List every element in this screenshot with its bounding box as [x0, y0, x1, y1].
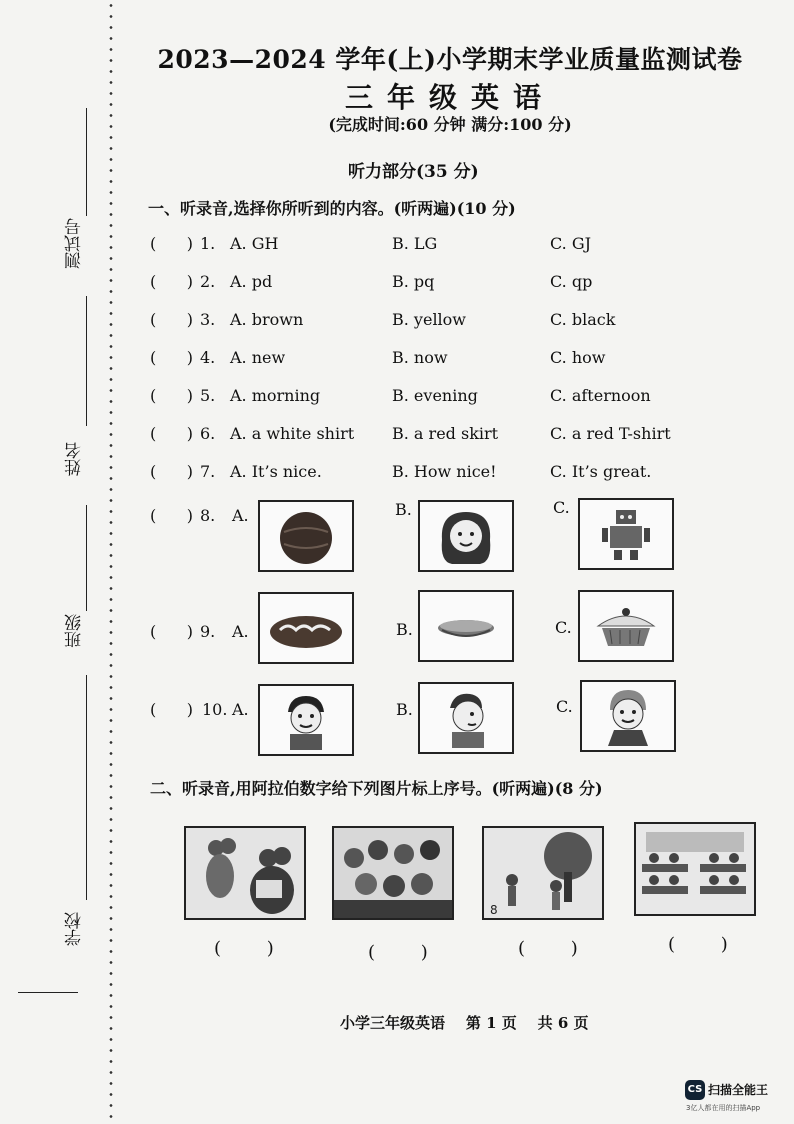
option-c-label: C. [553, 498, 570, 517]
answer-blank[interactable]: ( ) [150, 386, 193, 405]
question-number: 3. [200, 310, 216, 329]
classroom-icon [636, 824, 754, 914]
answer-blank[interactable]: ( ) [150, 272, 193, 291]
question-number: 4. [200, 348, 216, 367]
answer-blank[interactable]: ( ) [150, 348, 193, 367]
option-b-picture[interactable] [418, 590, 514, 662]
option-b-picture[interactable] [418, 500, 514, 572]
question-row [150, 386, 710, 416]
answer-blank[interactable]: ( ) [150, 506, 193, 525]
answer-blank[interactable]: ( ) [668, 934, 748, 955]
option-c: C. black [550, 310, 616, 329]
question-number: 8. [200, 506, 216, 525]
crowd-icon [334, 828, 452, 918]
option-a: A. brown [230, 310, 304, 329]
exam-title: 2023—2024 学年(上)小学期末学业质量监测试卷 [157, 45, 743, 74]
option-c-picture[interactable] [580, 680, 676, 752]
section2-picture-2[interactable] [332, 826, 454, 920]
exam-info: (完成时间:60 分钟 满分:100 分) [328, 115, 572, 134]
camscanner-logo: CS [685, 1080, 705, 1100]
answer-blank[interactable]: ( ) [150, 462, 193, 481]
question-number: 6. [200, 424, 216, 443]
option-c: C. afternoon [550, 386, 651, 405]
option-c-label: C. [555, 618, 572, 637]
pie-icon [420, 592, 512, 660]
robot-icon [580, 500, 672, 568]
option-c: C. a red T-shirt [550, 424, 671, 443]
section2-picture-4[interactable] [634, 822, 756, 916]
option-b: B. a red skirt [392, 424, 499, 443]
question-number: 5. [200, 386, 216, 405]
question-number: 9. [200, 622, 216, 641]
option-c-picture[interactable] [578, 498, 674, 570]
option-a-picture[interactable] [258, 592, 354, 664]
option-b-label: B. [396, 700, 413, 719]
option-a: A. morning [230, 386, 321, 405]
cake-icon [580, 592, 672, 660]
side-label-class: 班级 [65, 614, 85, 648]
option-b: B. How nice! [392, 462, 497, 481]
option-a: A. GH [230, 234, 279, 253]
answer-blank[interactable]: ( ) [150, 700, 193, 719]
option-b: B. yellow [392, 310, 466, 329]
girl-icon [420, 502, 512, 570]
option-a-label: A. [232, 700, 249, 719]
option-c: C. It’s great. [550, 462, 652, 481]
page-footer: 小学三年级英语 第 1 页 共 6 页 [340, 1014, 589, 1032]
section2-title: 二、听录音,用阿拉伯数字给下列图片标上序号。(听两遍)(8 分) [150, 779, 603, 798]
answer-blank[interactable]: ( ) [214, 938, 294, 959]
section2-picture-3[interactable] [482, 826, 604, 920]
option-c-label: C. [556, 697, 573, 716]
option-b: B. now [392, 348, 448, 367]
question-row [150, 234, 710, 264]
answer-blank[interactable]: ( ) [518, 938, 598, 959]
question-row [150, 348, 710, 378]
fill-line [86, 108, 87, 216]
camscanner-tagline: 3亿人都在用的扫描App [686, 1104, 761, 1112]
mice-reading-icon [186, 828, 304, 918]
fill-line [86, 505, 87, 611]
section2-picture-1[interactable] [184, 826, 306, 920]
question-row [150, 424, 710, 454]
svg-text:8: 8 [490, 903, 498, 917]
option-c: C. qp [550, 272, 593, 291]
exam-subject: 三年级英语 [344, 81, 555, 114]
answer-blank[interactable]: ( ) [150, 424, 193, 443]
option-b: B. evening [392, 386, 478, 405]
option-c: C. how [550, 348, 606, 367]
option-a: A. a white shirt [230, 424, 355, 443]
section1-title: 一、听录音,选择你所听到的内容。(听两遍)(10 分) [148, 199, 516, 218]
question-number: 2. [200, 272, 216, 291]
bread-icon [260, 594, 352, 662]
camscanner-name: 扫描全能王 [708, 1083, 769, 1097]
option-c: C. GJ [550, 234, 592, 253]
fill-line [86, 675, 87, 900]
margin-dash [18, 992, 78, 993]
option-b-label: B. [395, 500, 412, 519]
park-people-icon [484, 828, 602, 918]
boy-side-icon [420, 684, 512, 752]
side-label-school: 学校 [65, 912, 85, 946]
option-a-picture[interactable] [258, 500, 354, 572]
option-b-picture[interactable] [418, 682, 514, 754]
question-number: 10. [202, 700, 228, 719]
answer-blank[interactable]: ( ) [150, 234, 193, 253]
ball-icon [260, 502, 352, 570]
option-a-label: A. [232, 506, 249, 525]
old-man-icon [582, 682, 674, 750]
option-b: B. LG [392, 234, 438, 253]
option-a: A. new [230, 348, 286, 367]
option-a: A. pd [230, 272, 273, 291]
answer-blank[interactable]: ( ) [150, 622, 193, 641]
answer-blank[interactable]: ( ) [368, 942, 448, 963]
side-label-test-number: 测试号 [65, 218, 85, 269]
question-row [150, 272, 710, 302]
question-number: 7. [200, 462, 216, 481]
option-a-label: A. [232, 622, 249, 641]
answer-blank[interactable]: ( ) [150, 310, 193, 329]
option-a-picture[interactable] [258, 684, 354, 756]
fill-line [86, 296, 87, 426]
question-row [150, 310, 710, 340]
listening-heading: 听力部分(35 分) [348, 162, 479, 182]
option-c-picture[interactable] [578, 590, 674, 662]
question-number: 1. [200, 234, 216, 253]
option-a: A. It’s nice. [230, 462, 322, 481]
side-label-name: 姓名 [65, 442, 85, 476]
binding-dotted-line [108, 0, 114, 1124]
boy-icon [260, 686, 352, 754]
question-row [150, 462, 710, 492]
option-b-label: B. [396, 620, 413, 639]
option-b: B. pq [392, 272, 435, 291]
